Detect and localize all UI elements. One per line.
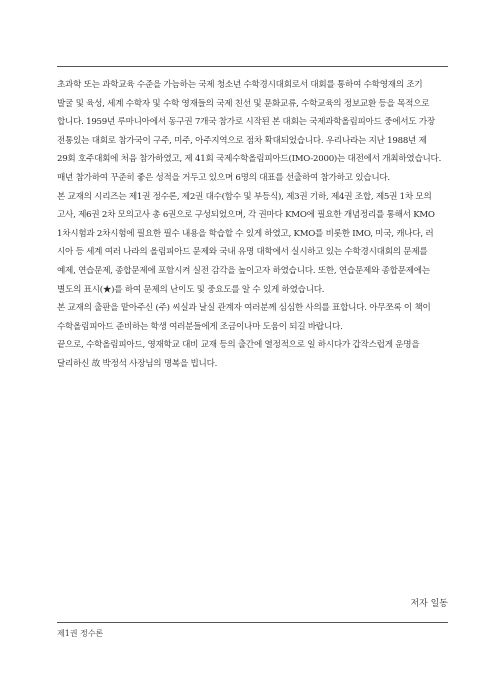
footer-volume-title: 제1권 정수론 [57,629,104,638]
preface-line: 고사, 제6권 2차 모의고사 총 6권으로 구성되었으며, 각 권마다 KMO에 필요한 개념정리를 통해서 KMO [57,210,435,221]
preface-line: 별도의 표시(★)를 하여 문제의 난이도 및 중요도를 알 수 있게 하였습니다. [57,284,325,295]
top-rule [57,66,448,67]
preface-line: 시아 등 세계 여러 나라의 올림피아드 문제와 국내 유명 대학에서 실시하고 있는 수학경시대회의 문제를 [57,247,428,258]
preface-line: 예제, 연습문제, 종합문제에 포함시켜 실전 감각을 높이고자 하였습니다. 또한, 연습문제와 종합문제에는 [57,265,430,276]
preface-line: 달리하신 故 박정석 사장님의 명복을 빕니다. [57,358,218,369]
author-signature: 저자 일동 [410,599,448,609]
preface-line: 매년 참가하여 꾸준히 좋은 성적을 거두고 있으며 6명의 대표를 선출하여 참가하고 있습니다. [57,172,390,183]
preface-line: 29회 호주대회에 처음 참가하였고, 제 41회 국제수학올림피아드(IMO-2000)는 대전에서 개최하였습니다. [57,154,442,165]
footer-rule [57,622,448,623]
preface-body [57,76,457,374]
preface-line: 초과학 또는 과학교육 수준을 가늠하는 국제 청소년 수학경시대회로서 대회를 통하여 수학영재의 조기 [57,80,423,90]
preface-line: 발굴 및 육성, 세계 수학자 및 수학 영재들의 국제 친선 및 문화교류, 수학교육의 정보교환 등을 목적으로 [57,98,430,109]
preface-line: 본 교재의 시리즈는 제1권 정수론, 제2권 대수(함수 및 부등식), 제3권 기하, 제4권 조합, 제5권 1차 모의 [57,191,432,202]
preface-line: 합니다. 1959년 루마니아에서 동구권 7개국 참가로 시작된 본 대회는 국제과학올림피아드 중에서도 가장 [57,117,435,128]
preface-line: 본 교재의 출판을 맡아주신 (주) 씨실과 날실 관계자 여러분께 심심한 사의를 표합니다. 아무쪼록 이 책이 [57,303,431,314]
preface-line: 수학올림피아드 준비하는 학생 여러분들에게 조금이나마 도움이 되길 바랍니다. [57,321,343,332]
preface-line: 전통있는 대회로 참가국이 구주, 미주, 아주지역으로 점차 확대되었습니다. 우리나라는 지난 1988년 제 [57,135,427,146]
preface-line: 끝으로, 수학올림피아드, 영재학교 대비 교재 등의 출간에 열정적으로 일 하시다가 갑작스럽게 운명을 [57,340,420,351]
preface-line: 1차시험과 2차시험에 필요한 필수 내용을 학습할 수 있게 하였고, KMO를 비롯한 IMO, 미국, 캐나다, 러 [57,228,434,239]
